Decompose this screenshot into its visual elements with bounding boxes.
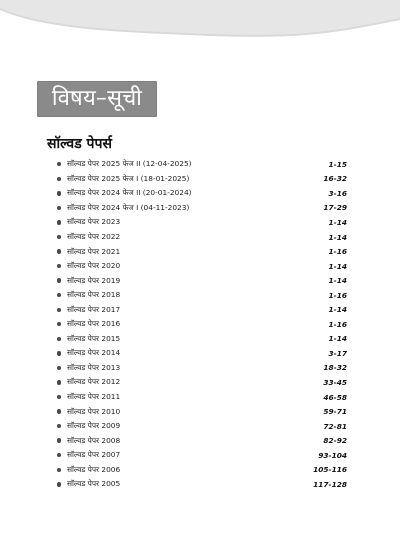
- toc-label: सॉल्वड पेपर 2006: [66, 464, 121, 474]
- toc-pages: 1-14: [328, 261, 347, 271]
- toc-label: सॉल्वड पेपर 2025 फेज I (18-01-2025): [66, 173, 190, 183]
- table-of-contents: [57, 157, 347, 492]
- toc-label: सॉल्वड पेपर 2008: [66, 435, 121, 445]
- toc-label: सॉल्वड पेपर 2022: [66, 232, 121, 241]
- bullet-icon: [57, 482, 61, 486]
- toc-row: [57, 346, 347, 361]
- toc-pages: 93-104: [318, 450, 347, 460]
- bullet-icon: [57, 380, 61, 384]
- toc-label: सॉल्वड पेपर 2005: [66, 479, 121, 489]
- toc-pages: 1-16: [328, 319, 347, 329]
- bullet-icon: [57, 322, 61, 326]
- page-title-box: [37, 81, 157, 117]
- toc-row: [57, 448, 347, 463]
- bullet-icon: [57, 395, 61, 399]
- toc-pages: 3-17: [328, 348, 347, 358]
- toc-label: सॉल्वड पेपर 2018: [66, 290, 121, 300]
- toc-pages: 1-14: [328, 217, 347, 227]
- toc-row: [57, 302, 347, 317]
- page-title: विषय–सूची: [51, 86, 143, 111]
- toc-label: सॉल्वड पेपर 2014: [66, 348, 121, 358]
- toc-row: [57, 477, 347, 492]
- toc-label: सॉल्वड पेपर 2021: [66, 246, 121, 256]
- top-wave-decoration: [0, 0, 400, 70]
- toc-pages: 1-15: [328, 159, 347, 169]
- bullet-icon: [57, 337, 61, 341]
- toc-row: [57, 361, 347, 376]
- toc-label: सॉल्वड पेपर 2025 फेज II (12-04-2025): [66, 159, 192, 169]
- toc-row: [57, 259, 347, 274]
- toc-pages: 16-32: [323, 174, 347, 184]
- toc-pages: 59-71: [323, 407, 347, 417]
- toc-label: सॉल्वड पेपर 2007: [66, 450, 121, 460]
- toc-label: सॉल्वड पेपर 2024 फेज I (04-11-2023): [66, 202, 190, 212]
- bullet-icon: [57, 278, 61, 282]
- toc-pages: 1-14: [328, 334, 347, 344]
- toc-pages: 72-81: [323, 421, 347, 431]
- bullet-icon: [57, 308, 61, 312]
- toc-row: [57, 273, 347, 288]
- toc-label: सॉल्वड पेपर 2019: [66, 275, 121, 285]
- bullet-icon: [57, 249, 61, 253]
- toc-row: [57, 404, 347, 419]
- bullet-icon: [57, 220, 61, 224]
- bullet-icon: [57, 235, 61, 239]
- toc-row: [57, 433, 347, 448]
- toc-row: [57, 215, 347, 230]
- toc-row: [57, 375, 347, 390]
- toc-pages: 33-45: [323, 377, 347, 387]
- bullet-icon: [57, 453, 61, 457]
- toc-pages: 18-32: [323, 363, 347, 373]
- toc-label: सॉल्वड पेपर 2017: [66, 304, 121, 314]
- toc-pages: 1-16: [328, 290, 347, 300]
- toc-label: सॉल्वड पेपर 2010: [66, 406, 121, 416]
- toc-row: [57, 332, 347, 347]
- toc-label: सॉल्वड पेपर 2009: [66, 421, 121, 431]
- toc-label: सॉल्वड पेपर 2023: [66, 217, 121, 227]
- section-heading: सॉल्वड पेपर्स: [47, 136, 112, 152]
- bullet-icon: [57, 162, 61, 166]
- toc-pages: 117-128: [313, 479, 347, 489]
- toc-label: सॉल्वड पेपर 2024 फेज II (20-01-2024): [66, 188, 192, 198]
- bullet-icon: [57, 293, 61, 297]
- toc-row: [57, 172, 347, 187]
- toc-label: सॉल्वड पेपर 2011: [66, 392, 121, 402]
- bullet-icon: [57, 366, 61, 370]
- toc-row: [57, 288, 347, 303]
- bullet-icon: [57, 438, 61, 442]
- toc-label: सॉल्वड पेपर 2013: [66, 362, 121, 372]
- toc-pages: 46-58: [323, 392, 347, 402]
- toc-pages: 1-14: [328, 232, 347, 242]
- bullet-icon: [57, 468, 61, 472]
- bullet-icon: [57, 191, 61, 195]
- toc-row: [57, 201, 347, 216]
- toc-row: [57, 186, 347, 201]
- toc-row: [57, 419, 347, 434]
- toc-row: [57, 317, 347, 332]
- toc-pages: 82-92: [323, 436, 347, 446]
- toc-row: [57, 390, 347, 405]
- toc-label: सॉल्वड पेपर 2015: [66, 333, 121, 343]
- bullet-icon: [57, 206, 61, 210]
- bullet-icon: [57, 409, 61, 413]
- toc-pages: 17-29: [323, 203, 347, 213]
- toc-label: सॉल्वड पेपर 2012: [66, 377, 121, 387]
- toc-pages: 105-116: [313, 465, 347, 475]
- toc-label: सॉल्वड पेपर 2020: [66, 261, 121, 271]
- toc-row: [57, 157, 347, 172]
- toc-row: [57, 244, 347, 259]
- toc-pages: 1-14: [328, 276, 347, 286]
- toc-row: [57, 462, 347, 477]
- toc-pages: 1-16: [328, 247, 347, 257]
- toc-label: सॉल्वड पेपर 2016: [66, 319, 121, 329]
- bullet-icon: [57, 424, 61, 428]
- toc-row: [57, 230, 347, 245]
- toc-pages: 1-14: [328, 305, 347, 315]
- bullet-icon: [57, 351, 61, 355]
- toc-pages: 3-16: [328, 188, 347, 198]
- bullet-icon: [57, 264, 61, 268]
- bullet-icon: [57, 177, 61, 181]
